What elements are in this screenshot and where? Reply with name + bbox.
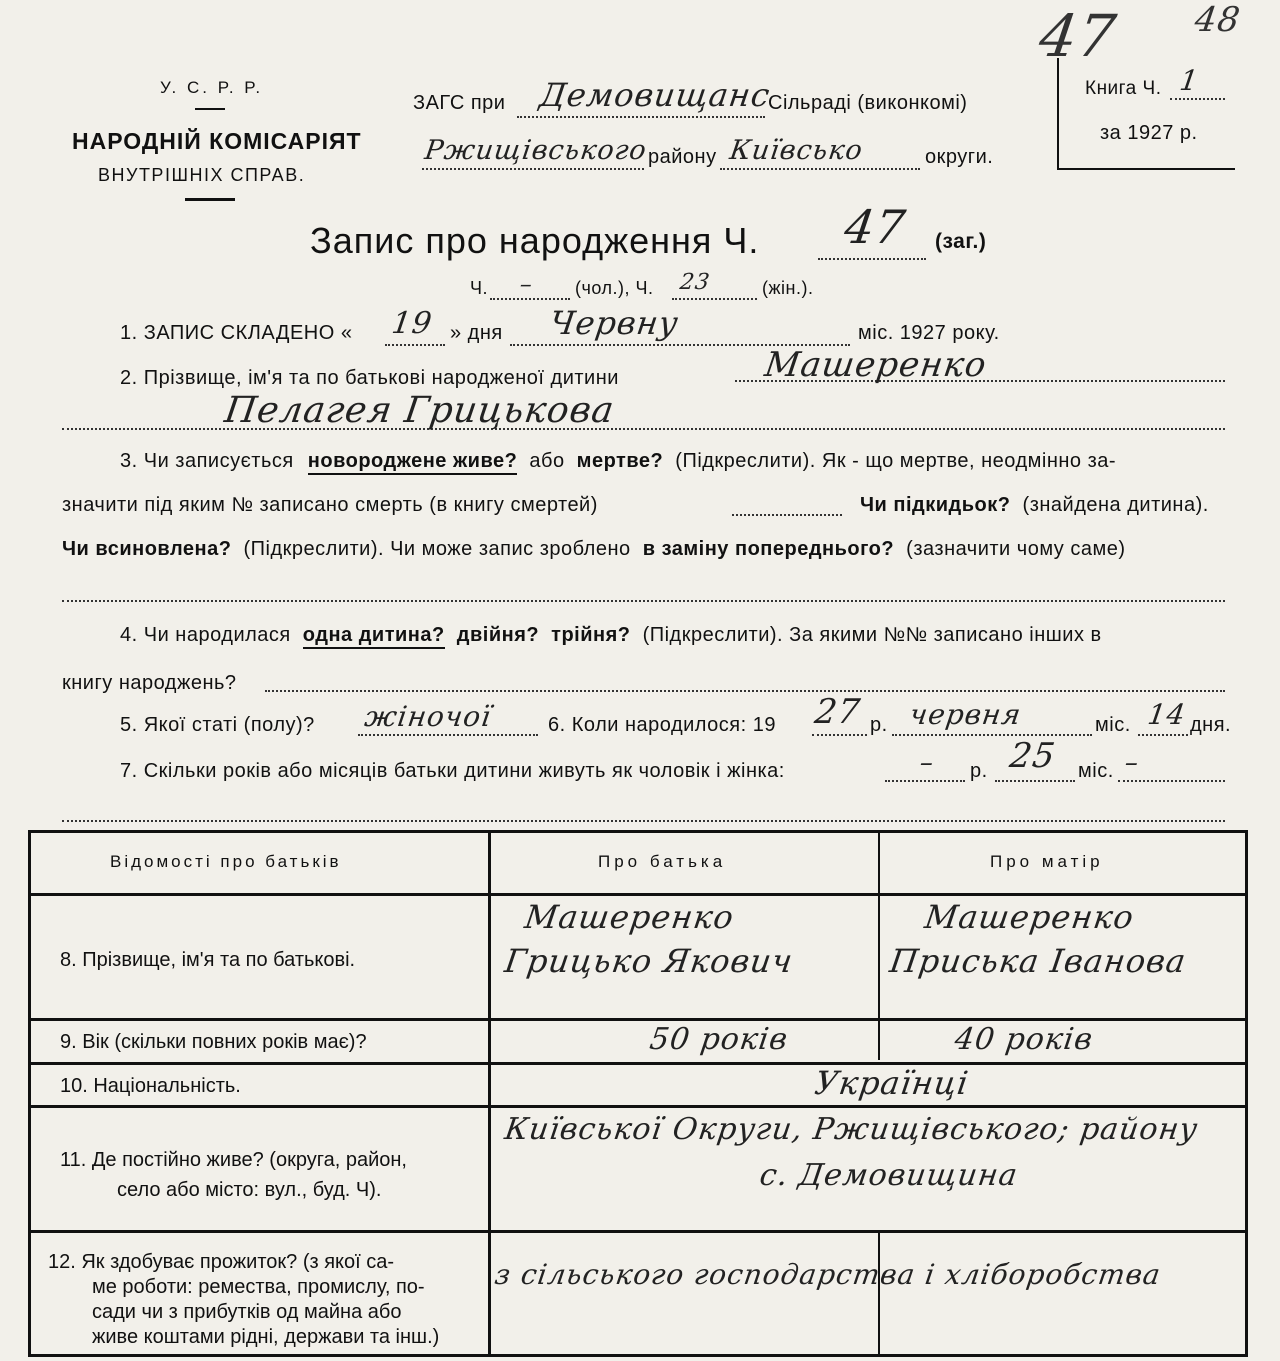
row12-label-2: ме роботи: ремества, промислу, по- (92, 1276, 425, 1298)
handwritten-birth-year: 27 (812, 692, 864, 732)
option-adopted: Чи всиновлена? (62, 538, 232, 560)
mother-name: Приська Іванова (887, 942, 1189, 980)
row8-label: 8. Прізвище, ім'я та по батькові. (60, 949, 356, 971)
row12-label-4: живе коштами рідні, держави та інш.) (92, 1326, 440, 1348)
sub-ch-label: Ч. (470, 278, 488, 298)
commissariat-subtitle: ВНУТРІШНІХ СПРАВ. (98, 165, 306, 185)
table-row-divider (28, 1062, 1248, 1065)
female-count-line (672, 298, 757, 300)
title-suffix: (заг.) (935, 230, 987, 253)
item3-line-3 (62, 538, 1126, 561)
raion-label: району (648, 146, 717, 168)
book-fill-line (1170, 98, 1225, 100)
item7-text: 7. Скільки років або місяців батьки дитини живуть як чоловік і жінка: (120, 760, 785, 782)
handwritten-village: Демовищанс (537, 76, 773, 114)
ussr-label: У. С. Р. Р. (160, 78, 264, 97)
handwritten-female-count: 23 (678, 270, 712, 295)
table-col-divider-3 (878, 1232, 880, 1357)
item6-text-4: дня. (1190, 714, 1232, 736)
father-age: 50 років (647, 1022, 791, 1057)
handwritten-record-number: 47 (841, 200, 910, 254)
row12-label-1: 12. Як здобуває прожиток? (з якої са- (48, 1251, 395, 1273)
zags-prefix: ЗАГС при (413, 92, 506, 114)
raion-fill-line (422, 168, 644, 170)
sub-male-label: (чол.), Ч. (575, 278, 654, 298)
male-count-line (490, 298, 570, 300)
item1-text: 1. ЗАПИС СКЛАДЕНО « (120, 322, 353, 344)
item6-text-3: міс. (1095, 714, 1131, 736)
option-triplets: трійня? (551, 624, 631, 646)
mother-surname: Машеренко (922, 898, 1137, 936)
item3-line-2b (860, 494, 1209, 517)
table-header-info: Відомості про батьків (110, 852, 342, 871)
year-label: за 1927 р. (1100, 122, 1198, 144)
handwritten-book-number: 1 (1177, 64, 1202, 97)
item7-line-2 (62, 820, 1225, 822)
item6-day-line (1138, 734, 1188, 736)
row11-label-2: село або місто: вул., буд. Ч). (117, 1179, 382, 1201)
sub-female-label: (жін.). (762, 278, 814, 298)
table-header-mother: Про матір (990, 852, 1104, 871)
item3-line-1 (120, 450, 1116, 473)
father-surname: Машеренко (522, 898, 737, 936)
item5-text: 5. Якої статі (полу)? (120, 714, 315, 736)
handwritten-male-count: – (518, 270, 535, 298)
book-label: Книга Ч. (1085, 78, 1162, 99)
item7-text-3: міс. (1078, 760, 1114, 782)
row11-label-1: 11. Де постійно живе? (округа, район, (60, 1149, 407, 1171)
title-number-line (818, 258, 926, 260)
item6-month-line (892, 734, 1092, 736)
handwritten-child-name: Пелагея Грицькова (222, 390, 618, 431)
item1-day-line (385, 344, 445, 346)
item6-year-line (812, 734, 867, 736)
okruha-label: округи. (925, 146, 994, 168)
livelihood: з сільського господарства і хліборобства (492, 1258, 1164, 1291)
item1-text-3: міс. 1927 року. (858, 322, 1000, 344)
handwritten-months: 25 (1007, 736, 1059, 776)
item5-fill-line (358, 734, 538, 736)
handwritten-record-month: Червну (547, 304, 682, 342)
table-row-divider (28, 1230, 1248, 1233)
table-row-divider (28, 1105, 1248, 1108)
handwritten-record-day: 19 (389, 306, 435, 341)
option-replacement: в заміну попереднього? (642, 538, 895, 560)
table-col-divider (488, 830, 491, 1357)
table-row-divider (28, 893, 1248, 896)
handwritten-raion: Ржищівського (422, 135, 649, 166)
item7-months-line (995, 780, 1075, 782)
item6-text-2: р. (870, 714, 888, 736)
item6-text: 6. Коли народилося: 19 (548, 714, 776, 736)
item3-line-2: значити під яким № записано смерть (в книгу смертей) (62, 494, 598, 516)
table-col-divider-2 (878, 830, 880, 1060)
commissariat-title: НАРОДНІЙ КОМІСАРІЯТ (72, 128, 362, 154)
item7-years-line (885, 780, 965, 782)
item4-text: 4. Чи народилася (120, 624, 291, 646)
option-single: одна дитина? (303, 624, 445, 649)
item4-text-2: (Підкреслити). За якими №№ записано інших в (642, 624, 1102, 646)
zags-suffix: Сільраді (виконкомі) (768, 92, 968, 114)
handwritten-dash: – (1122, 748, 1142, 778)
item4-line-1 (120, 624, 1102, 647)
handwritten-corner-number-2: 48 (1192, 0, 1244, 40)
item4-fill-line (265, 690, 1225, 692)
row10-label: 10. Національність. (60, 1075, 241, 1097)
item2-text: 2. Прізвище, ім'я та по батькові народженої дитини (120, 367, 619, 389)
handwritten-corner-number: 47 (1035, 2, 1121, 70)
handwritten-birth-day: 14 (1145, 698, 1188, 731)
table-row-divider (28, 1018, 1248, 1021)
page-title: Запис про народження Ч. (310, 220, 760, 261)
okruha-fill-line (720, 168, 920, 170)
divider (185, 198, 235, 201)
nationality: Українці (812, 1064, 972, 1102)
row9-label: 9. Вік (скільки повних років має)? (60, 1031, 367, 1053)
option-dead: мертве? (576, 450, 664, 472)
residence-line-2: с. Демовищина (757, 1158, 1021, 1193)
item7-text-2: р. (970, 760, 988, 782)
option-alive: новороджене живе? (308, 450, 518, 475)
handwritten-years: – (917, 748, 937, 778)
item3-death-line (732, 514, 842, 516)
option-foundling: Чи підкидьок? (860, 494, 1011, 516)
item7-end-line (1118, 780, 1225, 782)
option-twins: двійня? (456, 624, 540, 646)
item3-text: 3. Чи записується (120, 450, 294, 472)
item3-text-2: (Підкреслити). Як - що мертве, неодмінно за- (675, 450, 1117, 472)
row12-label-3: сади чи з прибутків од майна або (92, 1301, 402, 1323)
handwritten-sex: жіночої (362, 700, 494, 733)
item3-or: або (529, 450, 565, 472)
father-name: Грицько Якович (502, 942, 796, 980)
residence-line-1: Київської Округи, Ржищівського; району (502, 1112, 1201, 1147)
item1-text-2: » дня (450, 322, 503, 344)
item3-text-3: (Підкреслити). Чи може запис зроблено (243, 538, 631, 560)
village-fill-line (517, 116, 765, 118)
table-header-father: Про батька (598, 852, 727, 871)
handwritten-birth-month: червня (907, 698, 1024, 731)
item3-foundling-note: (знайдена дитина). (1022, 494, 1209, 516)
mother-age: 40 років (952, 1022, 1096, 1057)
item3-line-4 (62, 600, 1225, 602)
item4-line-2: книгу народжень? (62, 672, 237, 694)
divider (195, 108, 225, 110)
book-box (1057, 58, 1235, 170)
handwritten-child-surname: Машеренко (762, 345, 990, 385)
item3-text-4: (зазначити чому саме) (906, 538, 1126, 560)
handwritten-okruha: Київсько (727, 135, 866, 166)
